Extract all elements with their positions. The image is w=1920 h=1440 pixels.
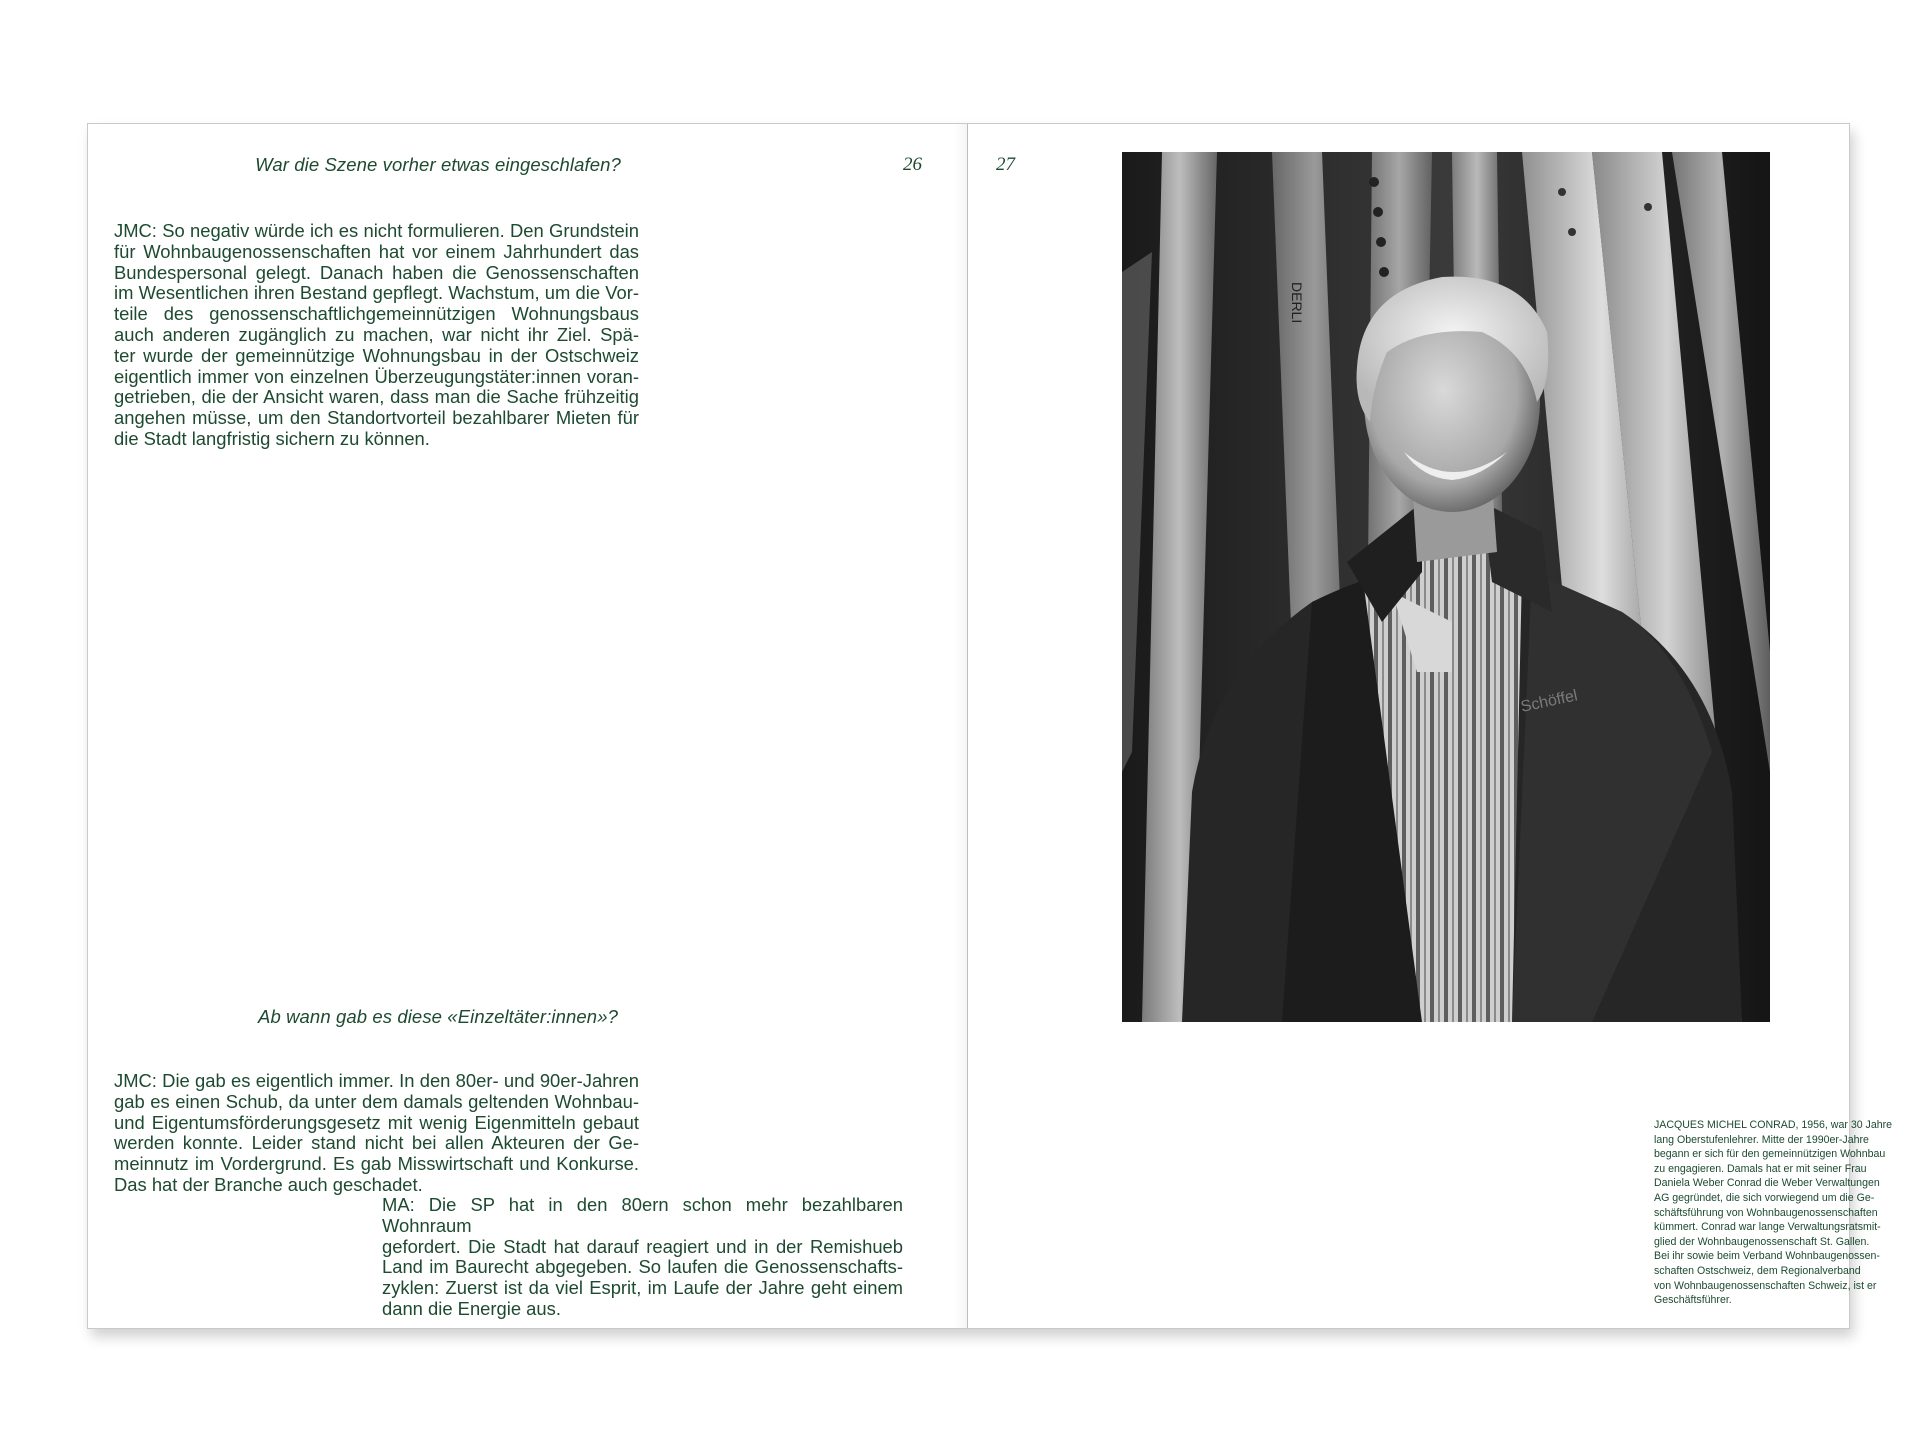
text-line: Land im Baurecht abgegeben. So laufen die Genossenschafts-	[382, 1256, 903, 1278]
text-line: getrieben, die der Ansicht waren, dass man die Sache frühzeitig	[114, 386, 639, 408]
text-line: zyklen: Zuerst ist da viel Esprit, im Laufe der Jahre geht einem	[382, 1277, 903, 1299]
caption-line: schäftsführung von Wohnbaugenossenschaften	[1654, 1206, 1878, 1219]
jacket-brand-text: Schöffel	[1519, 687, 1580, 716]
page-number-right: 27	[996, 154, 1015, 175]
text-line: eigentlich immer von einzelnen Überzeugungstäter:innen voran-	[114, 365, 639, 387]
caption-line: Bei ihr sowie beim Verband Wohnbaugenossen-	[1654, 1250, 1880, 1263]
caption-line: AG gegründet, die sich vorwiegend um die Ge-	[1654, 1191, 1875, 1204]
text-line: gefordert. Die Stadt hat darauf reagiert und in der Remishueb	[382, 1235, 903, 1257]
text-line: Das hat der Branche auch geschadet.	[114, 1173, 423, 1195]
caption-line: schaften Ostschweiz, dem Regionalverband	[1654, 1264, 1861, 1277]
pole-label-text: DERLI	[1289, 282, 1305, 324]
caption-line: lang Oberstufenlehrer. Mitte der 1990er-Jahre	[1654, 1133, 1869, 1146]
text-line: dann die Energie aus.	[382, 1297, 561, 1319]
text-line: im Wesentlichen ihren Bestand gepflegt. Wachstum, um die Vor-	[114, 282, 639, 304]
text-line: teile des genossenschaftlichgemeinnützigen Wohnungsbaus	[114, 303, 639, 325]
text-line: angehen müsse, um den Standortvorteil bezahlbarer Mieten für	[114, 407, 639, 429]
photo-caption	[1654, 1118, 1904, 1308]
answer-paragraph-3	[382, 1195, 903, 1320]
right-page	[968, 124, 1893, 1328]
text-line: und Eigentumsförderungsgesetz mit wenig Eigenmitteln gebaut	[114, 1111, 639, 1133]
text-line: Bundespersonal gelegt. Danach haben die Genossenschaften	[114, 261, 639, 283]
text-line: auch anderen zugänglich zu machen, war nicht ihr Ziel. Spä-	[114, 323, 639, 345]
left-page	[88, 124, 967, 1328]
caption-line: kümmert. Conrad war lange Verwaltungsratsmit-	[1654, 1221, 1881, 1234]
text-line: JMC: Die gab es eigentlich immer. In den 80er- und 90er-Jahren	[114, 1070, 639, 1091]
text-line: gab es einen Schub, da unter dem damals geltenden Wohnbau-	[114, 1090, 639, 1112]
caption-line: Daniela Weber Conrad die Weber Verwaltungen	[1654, 1177, 1880, 1190]
caption-line: von Wohnbaugenossenschaften Schweiz, ist er	[1654, 1279, 1877, 1292]
caption-line: begann er sich für den gemeinnützigen Wohnbau	[1654, 1148, 1886, 1161]
text-line: werden konnte. Leider stand nicht bei allen Akteuren der Ge-	[114, 1132, 639, 1154]
text-line: JMC: So negativ würde ich es nicht formulieren. Den Grundstein	[114, 220, 639, 241]
caption-line: JACQUES MICHEL CONRAD, 1956, war 30 Jahre	[1654, 1119, 1893, 1131]
portrait-photo	[1122, 152, 1770, 1022]
caption-line: zu engagieren. Damals hat er mit seiner Frau	[1654, 1162, 1867, 1175]
book-spread	[87, 123, 1893, 1329]
page-number-left: 26	[903, 154, 922, 175]
portrait-photo-graphic	[1122, 152, 1770, 1022]
interview-question-1: War die Szene vorher etwas eingeschlafen?	[255, 154, 621, 175]
text-line: für Wohnbaugenossenschaften hat vor einem Jahrhundert das	[114, 240, 639, 262]
text-line: die Stadt langfristig sichern zu können.	[114, 427, 430, 449]
interview-question-2: Ab wann gab es diese «Einzeltäter:innen»?	[258, 1006, 618, 1027]
text-line: ter wurde der gemeinnützige Wohnungsbau in der Ostschweiz	[114, 344, 639, 366]
caption-line: Geschäftsführer.	[1654, 1294, 1732, 1307]
caption-line: glied der Wohnbaugenossenschaft St. Gallen.	[1654, 1235, 1870, 1248]
answer-paragraph-2	[114, 1071, 639, 1196]
answer-paragraph-1	[114, 221, 639, 450]
text-line: meinnutz im Vordergrund. Es gab Misswirtschaft und Konkurse.	[114, 1153, 639, 1175]
text-line: MA: Die SP hat in den 80ern schon mehr bezahlbaren Wohnraum	[382, 1194, 903, 1236]
